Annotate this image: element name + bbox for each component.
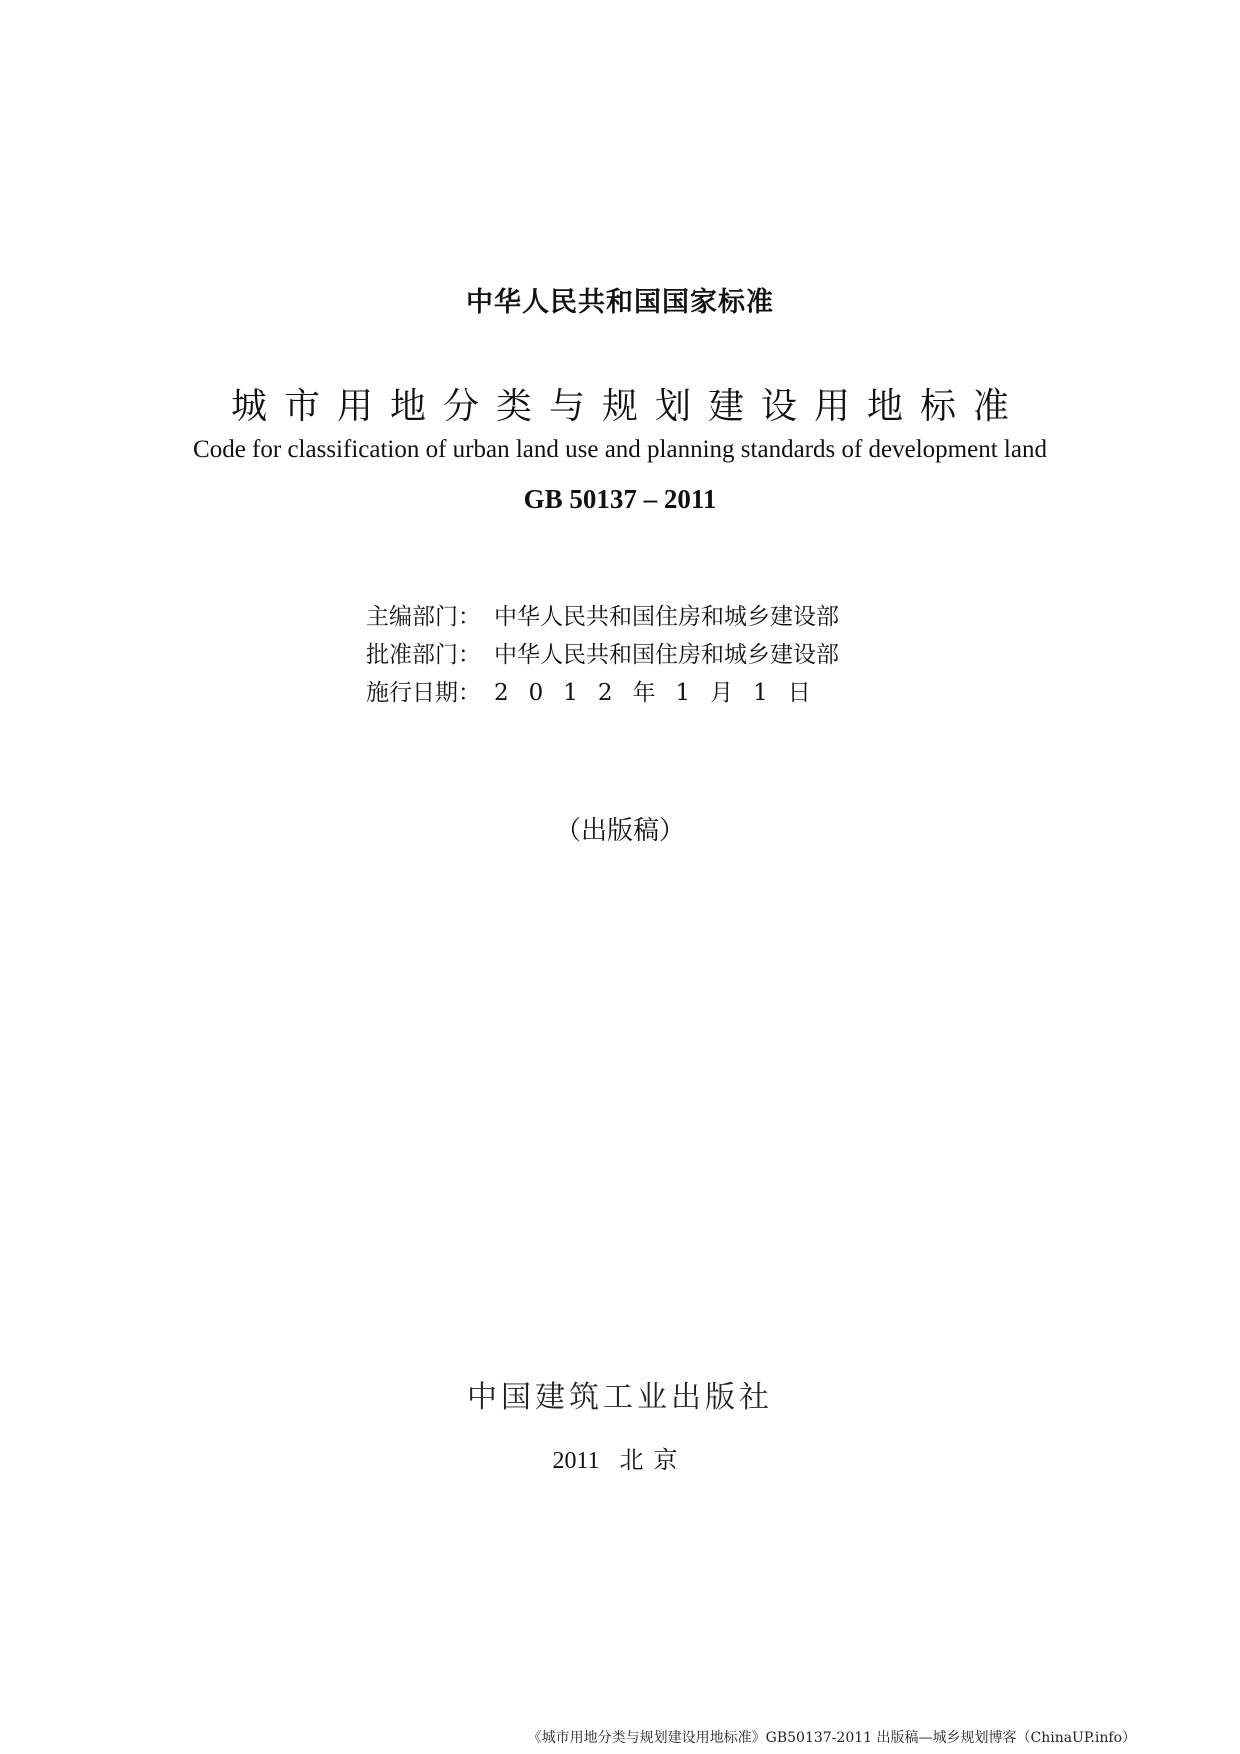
meta-value: 中华人民共和国住房和城乡建设部 — [494, 642, 839, 668]
meta-value: 2012年1月1日 — [494, 680, 831, 706]
edition-note: （出版稿） — [554, 816, 685, 846]
publication-city: 北京 — [619, 1446, 688, 1474]
meta-row-editor — [366, 598, 839, 636]
publisher-name: 中国建筑工业出版社 — [467, 1380, 773, 1415]
meta-label: 批准部门： — [366, 642, 481, 668]
publication-year: 2011 — [552, 1448, 600, 1474]
meta-label: 施行日期： — [366, 680, 481, 706]
meta-value: 中华人民共和国住房和城乡建设部 — [494, 604, 839, 630]
issuing-info — [366, 598, 839, 712]
series-title: 中华人民共和国国家标准 — [466, 287, 774, 318]
page-footer: 《城市用地分类与规划建设用地标准》GB50137-2011 出版稿—城乡规划博客（ChinaUP.info） — [527, 1730, 1136, 1746]
meta-label: 主编部门： — [366, 604, 481, 630]
document-title-english: Code for classification of urban land use and planning standards of development land — [193, 436, 1047, 463]
meta-row-effective-date — [366, 674, 839, 712]
standard-code: GB 50137 – 2011 — [523, 484, 717, 514]
publication-place — [0, 1440, 1240, 1475]
document-title-chinese: 城市用地分类与规划建设用地标准 — [230, 386, 1026, 427]
meta-row-approver — [366, 636, 839, 674]
